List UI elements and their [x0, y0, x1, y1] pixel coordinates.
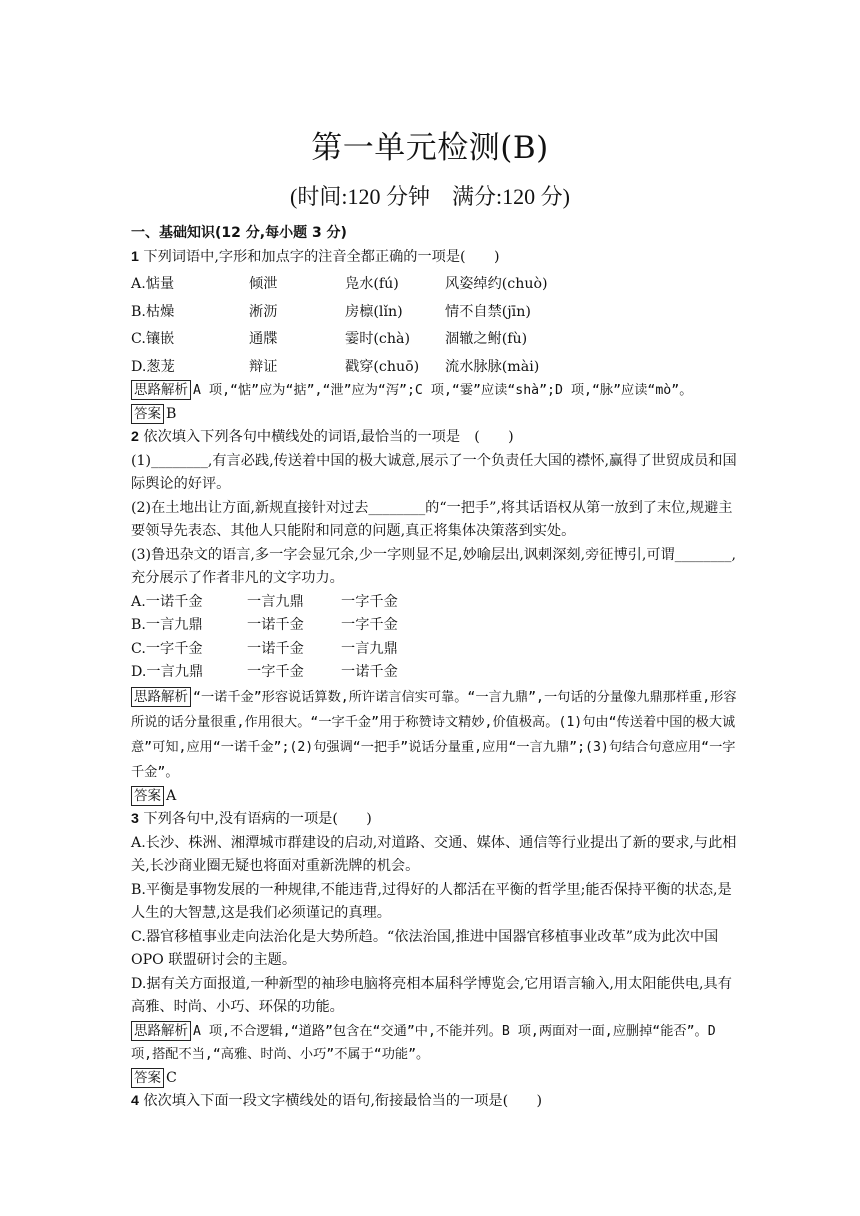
analysis-label: 思路解析 — [131, 687, 191, 707]
option-cell: 一言九鼎 — [341, 640, 398, 657]
option-cell: D.一言九鼎 — [131, 664, 204, 680]
option-cell: 一字千金 — [247, 664, 304, 680]
answer-value: B — [166, 405, 177, 422]
question-stem: 依次填入下列各句中横线处的词语,最恰当的一项是 ( ) — [143, 429, 514, 445]
question-3 — [131, 808, 739, 832]
option-cell: A.一诺千金 — [131, 593, 203, 610]
question-stem: 下列词语中,字形和加点字的注音全都正确的一项是( ) — [143, 248, 500, 265]
question-4 — [131, 1090, 739, 1114]
answer-block — [131, 785, 739, 809]
analysis-label: 思路解析 — [131, 380, 191, 400]
page-title: 第一单元检测(B) — [311, 130, 549, 166]
analysis-block — [131, 685, 739, 785]
answer-value: C — [166, 1069, 177, 1086]
answer-value: A — [166, 787, 177, 804]
option-b: B.平衡是事物发展的一种规律,不能违背,过得好的人都活在平衡的哲学里;能否保持平衡的状态,是人生的大智慧,这是我们必须谨记的真理。 — [131, 881, 732, 921]
sentence-2: (2)在土地出让方面,新规直接针对过去________的“一把手”,将其话语权从第一放到了末位,规避主要领导先表态、其他人只能附和同意的问题,真正将集体决策落到实处。 — [131, 499, 733, 539]
question-number: 4 — [131, 1093, 139, 1109]
option-cell: 情不自禁(jīn) — [445, 303, 531, 320]
option-c: C.器官移植事业走向法治化是大势所趋。“依法治国,推进中国器官移植事业改革”成为此次中国 OPO 联盟研讨会的主题。 — [131, 928, 719, 968]
option-cell: 一字千金 — [341, 617, 398, 633]
answer-label: 答案 — [131, 786, 164, 806]
answer-block — [131, 1067, 739, 1091]
answer-label: 答案 — [131, 1068, 164, 1088]
option-cell: 房檩(lǐn) — [345, 303, 403, 320]
question-stem: 依次填入下面一段文字横线处的语句,衔接最恰当的一项是( ) — [143, 1093, 543, 1109]
page-subtitle: (时间:120 分钟 满分:120 分) — [290, 184, 570, 209]
option-d: D.据有关方面报道,一种新型的袖珍电脑将亮相本届科学博览会,它用语言输入,用太阳能供电,具有高雅、时尚、小巧、环保的功能。 — [131, 975, 732, 1015]
option-cell: 霎时(chà) — [345, 331, 410, 347]
analysis-block — [131, 1020, 739, 1067]
option-cell: 凫水(fú) — [345, 276, 399, 292]
option-a: A.长沙、株洲、湘潭城市群建设的启动,对道路、交通、媒体、通信等行业提出了新的要求,与此相关,长沙商业圈无疑也将面对重新洗牌的机会。 — [131, 834, 737, 874]
option-row — [131, 356, 739, 380]
option-cell: 戳穿(chuō) — [345, 358, 420, 375]
question-2 — [131, 426, 739, 450]
option-cell: 流水脉脉(mài) — [445, 358, 540, 375]
option-cell: 辩证 — [249, 358, 278, 375]
option-cell: 涸辙之鲋(fù) — [445, 331, 528, 347]
option-cell: 一诺千金 — [247, 617, 304, 633]
analysis-text: “一诺千金”形容说话算数,所许诺言信实可靠。“一言九鼎”,一句话的分量像九鼎那样重,形容所说的话分量很重,作用很大。“一字千金”用于称赞诗文精妙,价值极高。(1)句由“传送着中国的极大诚意”可知,应用“一诺千金”;(2)句强调“一把手”说话分量重,应用“一言九鼎”;(3)句结合句意应用“一字千金”。 — [131, 689, 737, 780]
option-row — [131, 328, 739, 352]
option-cell: 一诺千金 — [341, 664, 398, 680]
option-cell: 风姿绰约(chuò) — [445, 276, 548, 292]
analysis-text: A 项,不合逻辑,“道路”包含在“交通”中,不能并列。B 项,两面对一面,应删掉“能否”。D 项,搭配不当,“高雅、时尚、小巧”不属于“功能”。 — [131, 1023, 716, 1062]
option-cell: 一字千金 — [341, 593, 398, 610]
answer-block — [131, 403, 739, 427]
question-stem: 下列各句中,没有语病的一项是( ) — [143, 811, 372, 827]
option-cell: B.枯燥 — [131, 303, 175, 320]
option-cell: B.一言九鼎 — [131, 617, 203, 633]
option-cell: 通牒 — [249, 331, 278, 347]
answer-label: 答案 — [131, 404, 164, 424]
option-cell: 淅沥 — [249, 303, 278, 320]
option-cell: A.惦量 — [131, 276, 175, 292]
exam-content — [131, 222, 739, 1114]
analysis-label: 思路解析 — [131, 1021, 191, 1041]
question-number: 1 — [131, 248, 139, 265]
question-number: 3 — [131, 811, 139, 827]
option-row — [131, 614, 739, 638]
option-row — [131, 661, 739, 685]
option-row — [131, 273, 739, 297]
option-row — [131, 301, 739, 325]
question-1 — [131, 246, 739, 270]
option-cell: C.镶嵌 — [131, 331, 175, 347]
option-row — [131, 638, 739, 662]
question-number: 2 — [131, 429, 139, 445]
option-cell: 倾泄 — [249, 276, 278, 292]
sentence-3: (3)鲁迅杂文的语言,多一字会显冗余,少一字则显不足,妙喻层出,讽刺深刻,旁征博引,可谓________,充分展示了作者非凡的文字功力。 — [131, 546, 736, 586]
option-cell: 一言九鼎 — [247, 593, 304, 610]
analysis-text: A 项,“惦”应为“掂”,“泄”应为“泻”;C 项,“霎”应读“shà”;D 项,“脉”应读“mò”。 — [193, 383, 693, 398]
option-cell: 一诺千金 — [247, 640, 304, 657]
analysis-block — [131, 379, 739, 403]
option-row — [131, 591, 739, 615]
option-cell: C.一字千金 — [131, 640, 203, 657]
sentence-1: (1)________,有言必践,传送着中国的极大诚意,展示了一个负责任大国的襟怀,赢得了世贸成员和国际舆论的好评。 — [131, 452, 737, 492]
section-heading: 一、基础知识(12 分,每小题 3 分) — [131, 225, 347, 241]
option-cell: D.葱茏 — [131, 358, 175, 375]
